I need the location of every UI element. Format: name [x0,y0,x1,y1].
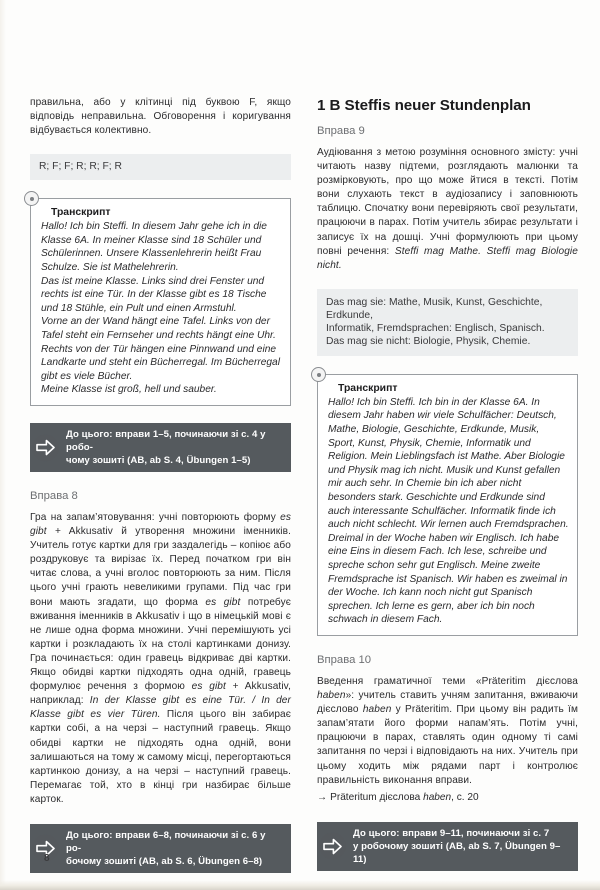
workbook-callout-3 [317,822,578,871]
audio-cd-icon [311,367,326,382]
intro-paragraph: правильна, або у клітинці під буквою F, якщо відповідь неправильна. Обговорення і коригування відбувається колективно. [30,97,291,137]
audio-cd-icon [24,191,39,206]
exercise-10-body: Введення граматичної теми «Präteritim дієслова haben»: учитель ставить учням запитання, вживаючи дієслово haben у Präteritim. При цьому він радить їм запам’ятати його форми напам’ять. Потім учні, працюючи в парах, ставлять один одному ті самі запитання по черзі і відповідають на них. Учитель при цьому ходить між рядами парт і контролює правильність виконання вправи. [317,675,578,786]
workbook-callout-1-bar [30,423,291,472]
scan-edge-bottom [0,880,600,890]
exercise-8-heading: Вправа 8 [30,490,78,502]
transcript-paragraph: Hallo! Ich bin Steffi. Ich bin in der Klasse 6A. In diesem Jahr haben wir viele Schulfächer: Deutsch, Mathe, Biologie, Geschichte, Erdkunde, Musik, Sport, Kunst, Physik, Chemie, Informatik und Religion. Mein Lieblingsfach ist Mathe. Aber Biologie und Physik mag ich nicht. Musik und Kunst gefallen mir auch sehr. In Chemie bin ich aber nicht besonders stark. Geschichte und Erdkunde sind auch interessante Schulfächer. Informatik finde ich auch nicht schlecht. Wir lernen auch Fremdsprachen. Dreimal in der Woche haben wir Englisch. Ich habe eine Eins in diesem Fach. Ich lese, schreibe und spreche schon sehr gut Englisch. Meine zweite Fremdsprache ist Spanisch. Wir haben es zweimal in der Woche. Ich kann noch nicht gut Spanisch sprechen. Ich lerne es gern, aber ich bin noch schwach in diesem Fach. [328,396,569,626]
callout-line: До цього: вправи 1–5, починаючи зі с. 4 у робо- [66,429,266,453]
workbook-callout-2 [30,824,291,873]
chapter-title: 1 B Steffis neuer Stundenplan [317,97,531,114]
transcript-title: Транскрипт [51,207,111,219]
arrow-glyph-icon: → [317,791,328,803]
callout-line: чому зошиті (AB, ab S. 4, Übungen 1–5) [66,455,251,466]
transcript-paragraph: Meine Klasse ist groß, hell und sauber. [41,384,217,396]
transcript-box-right [317,374,578,636]
answer-key-line: Das mag sie nicht: Biologie, Physik, Chemie. [326,335,531,347]
answer-key-box-left [30,154,291,180]
callout-line: До цього: вправи 6–8, починаючи зі с. 6 у ро- [66,829,266,854]
cross-reference [317,791,578,805]
callout-line: бочому зошиті (AB, ab S. 6, Übungen 6–8) [66,855,263,867]
transcript-body [41,220,282,397]
callout-line: До цього: вправи 9–11, починаючи зі с. 7 [353,827,550,839]
arrow-right-icon [32,434,59,461]
transcript-box-left [30,198,291,406]
workbook-callout-3-bar [317,822,578,871]
cross-reference-text: Präteritum дієслова haben, с. 20 [330,791,479,803]
page-number: 8 [44,853,50,864]
exercise-9-body: Аудіювання з метою розуміння основного змісту: учні читають назву підтеми, розглядають малюнки та розмірковують, про що може йтися в тексті. Потім вони слухають текст в аудіозапису і заповнюють таблицю. Спочатку вони перевіряють свої результати, працюючи в парах. Потім учитель збирає результати і записує їх на дошці. Учні формулюють при цьому повні речення: Steffi mag Mathe. Steffi mag Biologie nicht. [317,147,578,271]
left-column [30,96,291,873]
exercise-10-heading: Вправа 10 [317,653,372,666]
transcript-paragraph: Hallo! Ich bin Steffi. In diesem Jahr gehe ich in die Klasse 6A. In meiner Klasse sind 18 Schüler und Schülerinnen. Unsere Klassenlehrerin heißt Frau Schulze. Sie ist Mathelehrerin. [41,221,267,274]
arrow-right-icon [319,833,346,860]
answer-key-line: Das mag sie: Mathe, Musik, Kunst, Geschichte, Erdkunde, [326,296,543,321]
answer-key-line: Informatik, Fremdsprachen: Englisch, Spanisch. [326,322,545,334]
exercise-8-body: Гра на запам’ятовування: учні повторюють форму es gibt + Akkusativ й утворення множини іменників. Учитель готує картки для гри заздалегідь – копіює або роздруковує та вирізає їх. Перед початком гри він читає слова, а учні вголос повторюють за ним. Після цього учні грають невеликими групами. Під час гри вони мають згадати, що форма es gibt потребує вживання іменників в Akkusativ і що в німецькій мові є не лише одна форма множини. Учні перемішують усі картки і розкладають їх на столі картинками донизу. Гра починається: один гравець відкриває дві картки. Якщо обидві картки підходять одна одній, гравець формулює речення з формою es gibt + Akkusativ, наприклад: In der Klasse gibt es eine Tür. / In der Klasse gibt es vier Türen. Після цього він забирає картки собі, а на черзі – наступний гравець. Якщо обидві картки не підходять одна одній, вони залишаються на тому ж самому місці, перегортаються картинкою донизу, а на черзі – наступний гравець. Перемагає той, хто в кінці гри назбирає більше карток. [30,512,291,805]
scan-edge-left [0,0,6,890]
workbook-callout-2-bar [30,824,291,873]
answer-key-box-right [317,289,578,356]
workbook-callout-1 [30,423,291,472]
transcript-paragraph: Das ist meine Klasse. Links sind drei Fenster und rechts ist eine Tür. In der Klasse gibt es 18 Tische und 18 Stühle, ein Pult und einen Armstuhl. [41,275,267,314]
transcript-body [328,396,569,627]
transcript-title: Транскрипт [338,382,398,394]
answer-key-value: R; F; F; R; R; F; R [39,161,122,173]
right-column [317,96,578,873]
two-column-layout [30,96,578,873]
exercise-9-heading: Вправа 9 [317,125,365,137]
callout-line: у робочому зошиті (AB, ab S. 7, Übungen 9–11) [353,840,561,865]
transcript-paragraph: Vorne an der Wand hängt eine Tafel. Links von der Tafel steht ein Fernseher und rechts hängt eine Uhr. Rechts von der Tür hängen eine Pinnwand und eine Landkarte und steht ein Bücherregal. Im Bücherregal gibt es viele Bücher. [41,316,280,382]
